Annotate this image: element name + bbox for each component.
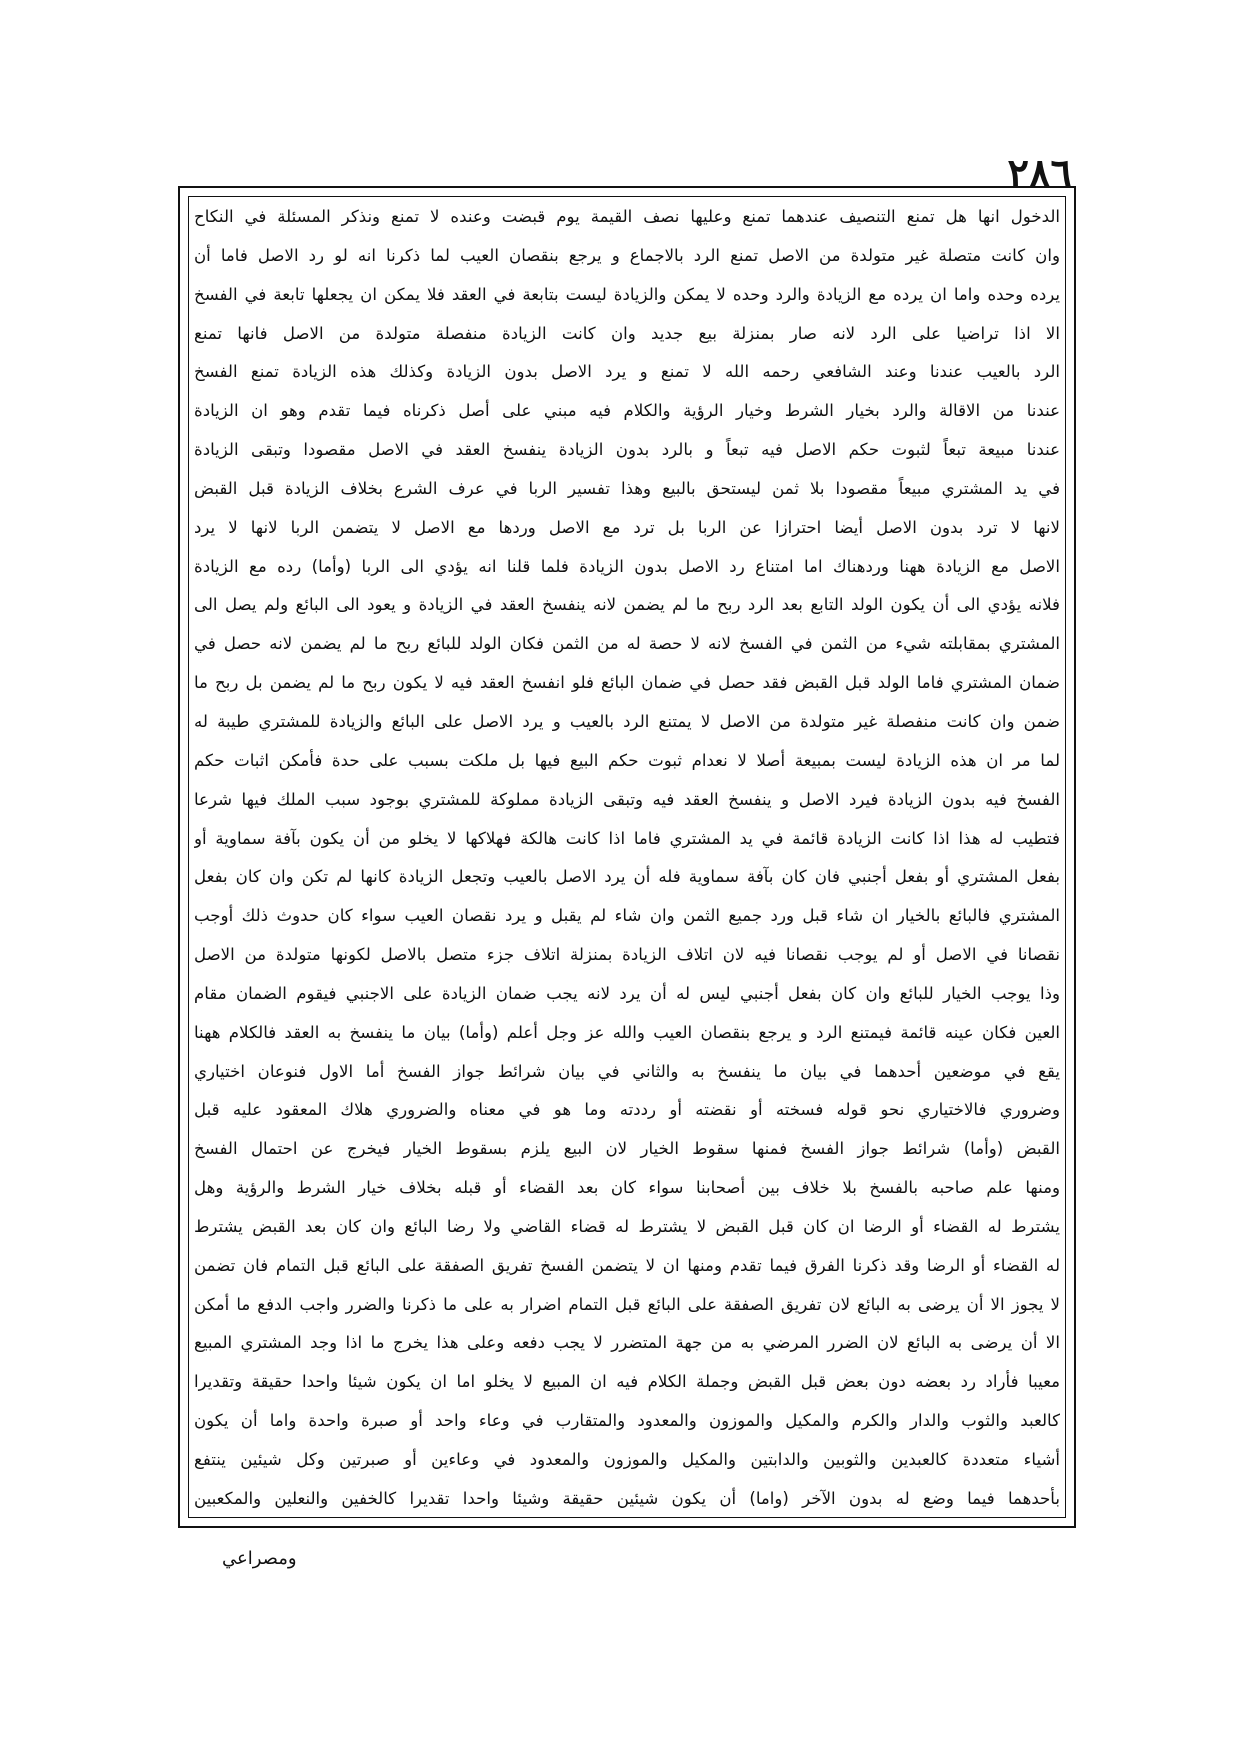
text-line: ضمن وان كانت منفصلة غير متولدة من الاصل لا يمتنع الرد بالعيب و يرد الاصل على البائع والزيادة للمشتري طيبة له <box>194 711 1060 731</box>
text-line: بأحدهما فيما وضع له بدون الآخر (واما) أن يكون شيئين حقيقة وشيئا واحدا تقديرا كالخفين والنعلين والمكعبين <box>194 1488 1060 1508</box>
text-line: وذا يوجب الخيار للبائع وان كان بفعل أجنبي ليس له أن يرد لانه يجب ضمان الزيادة على الاجنبي فيقوم الضمان مقام <box>194 983 1060 1003</box>
text-line: بفعل المشتري أو بفعل أجنبي فان كان بآفة سماوية فله أن يرد الاصل بالعيب وتجعل الزيادة كانها لم تكن وان كان بفعل <box>194 867 1060 887</box>
text-line: الرد بالعيب عندنا وعند الشافعي رحمه الله لا تمنع و يرد الاصل بدون الزيادة وكذلك هذه الزيادة تمنع الفسخ <box>194 362 1060 382</box>
text-line: لما مر ان هذه الزيادة ليست بمبيعة أصلا لا نعدام ثبوت حكم البيع فيها بل ملكت بسبب على حدة فأمكن اثبات حكم <box>194 750 1060 770</box>
text-line: ومنها علم صاحبه بالفسخ بلا خلاف بين أصحابنا سواء كان بعد القضاء أو قبله بخلاف خيار الشرط والرؤية وهل <box>194 1178 1060 1198</box>
text-line: المشتري فالبائع بالخيار ان شاء قبل ورد جميع الثمن وان شاء لم يقبل و يرد نقصان العيب سواء كان حدوث ذلك أوجب <box>194 906 1060 926</box>
text-line: كالعبد والثوب والدار والكرم والمكيل والموزون والمعدود والمتقارب في وعاء واحد أو صبرة واحدة واما أن يكون <box>194 1411 1060 1431</box>
text-line: الا أن يرضى به البائع لان الضرر المرضي به من جهة المتضرر لا يجب دفعه وعلى هذا يخرج ما اذا وجد المشتري المبيع <box>194 1333 1060 1353</box>
page-number: ٢٨٦ <box>1007 150 1072 197</box>
body-text <box>194 200 1060 1516</box>
text-line: لانها لا ترد بدون الاصل أيضا احترازا عن الربا بل ترد مع الاصل وردها مع الاصل لا يتضمن الربا لانها لا يرد <box>194 517 1060 537</box>
text-line: معيبا فأراد رد بعضه دون بعض قبل القبض وجملة الكلام فيه ان المبيع لا يخلو اما ان يكون شيئا واحدا حقيقة وتقديرا <box>194 1372 1060 1392</box>
text-line: الا اذا تراضيا على الرد لانه صار بمنزلة بيع جديد وان كانت الزيادة منفصلة متولدة من الاصل فانها تمنع <box>194 323 1060 343</box>
text-line: الدخول انها هل تمنع التنصيف عندهما تمنع وعليها نصف القيمة يوم قبضت وعنده لا تمنع ونذكر المسئلة في النكاح <box>194 207 1060 226</box>
text-line: الاصل مع الزيادة ههنا وردهناك اما امتناع رد الاصل بدون الزيادة فلما قلنا انه يؤدي الى الربا (وأما) رده مع الزيادة <box>194 556 1060 576</box>
text-line: المشتري بمقابلته شيء من الثمن في الفسخ لانه لا حصة له من الثمن فكان الولد للبائع ربح ما لم يضمن لانه حصل في <box>194 634 1060 654</box>
text-line: القبض (وأما) شرائط جواز الفسخ فمنها سقوط الخيار لان البيع يلزم بسقوط الخيار فيخرج عن احتمال الفسخ <box>194 1139 1060 1159</box>
text-line: الفسخ فيه بدون الزيادة فيرد الاصل و ينفسخ العقد فيه وتبقى الزيادة مملوكة للمشتري بوجود سبب الملك فيها شرعا <box>194 789 1060 809</box>
text-line: نقصانا في الاصل أو لم يوجب نقصانا فيه لان اتلاف الزيادة بمنزلة اتلاف جزء متصل بالاصل لكونها متولدة من الاصل <box>194 945 1060 965</box>
text-line: يرده وحده واما ان يرده مع الزيادة والرد وحده لا يمكن والزيادة ليست بتابعة في العقد فلا يمكن ان يجعلها تابعة في الفسخ <box>194 284 1060 304</box>
text-line: وان كانت متصلة غير متولدة من الاصل تمنع الرد بالاجماع و يرجع بنقصان العيب لما ذكرنا انه لو رد الاصل فاما أن <box>194 245 1060 265</box>
text-line: لا يجوز الا أن يرضى به البائع لان تفريق الصفقة على البائع قبل التمام اضرار به على ما ذكرنا والضرر واجب الدفع ما أمكن <box>194 1294 1060 1314</box>
text-line: عندنا مبيعة تبعاً لثبوت حكم الاصل فيه تبعاً و بالرد بدون الزيادة ينفسخ العقد في الاصل مقصودا وتبقى الزيادة <box>194 440 1060 460</box>
text-line: يقع في موضعين أحدهما في بيان ما ينفسخ به والثاني في بيان شرائط جواز الفسخ أما الاول فنوعان اختياري <box>194 1061 1060 1081</box>
text-line: فتطيب له هذا اذا كانت الزيادة قائمة في يد المشتري فاما اذا كانت هالكة فهلاكها لا يخلو من أن يكون بآفة سماوية أو <box>194 828 1060 848</box>
text-line: العين فكان عينه قائمة فيمتنع الرد و يرجع بنقصان العيب والله عز وجل أعلم (وأما) بيان ما ينفسخ به العقد فالكلام ههنا <box>194 1022 1060 1042</box>
text-line: يشترط له القضاء أو الرضا ان كان قبل القبض لا يشترط له قضاء القاضي ولا رضا البائع وان كان بعد القبض يشترط <box>194 1216 1060 1236</box>
text-line: أشياء متعددة كالعبدين والثوبين والدابتين والمكيل والموزون والمعدود في وعاءين أو صبرتين وكل شيئين ينتفع <box>194 1450 1060 1469</box>
catchword: ومصراعي <box>222 1548 297 1569</box>
text-line: في يد المشتري مبيعاً مقصودا بلا ثمن ليستحق بالبيع وهذا تفسير الربا في عرف الشرع بخلاف الزيادة قبل القبض <box>194 478 1060 498</box>
text-line: له القضاء أو الرضا وقد ذكرنا الفرق فيما تقدم ومنها ان لا يتضمن الفسخ تفريق الصفقة على البائع قبل التمام فان تضمن <box>194 1255 1060 1275</box>
text-line: وضروري فالاختياري نحو قوله فسخته أو نقضته أو رددته وما هو في معناه والضروري هلاك المعقود عليه قبل <box>194 1100 1060 1120</box>
text-line: ضمان المشتري فاما الولد قبل القبض فقد حصل في ضمان البائع فلو انفسخ العقد فيه لا يكون ربح ما لم يضمن بل ربح ما <box>194 673 1060 693</box>
text-line: فلانه يؤدي الى أن يكون الولد التابع بعد الرد ربح ما لم يضمن لانه ينفسخ العقد في الزيادة و يعود الى البائع ولم يصل الى <box>194 595 1060 615</box>
text-line: عندنا من الاقالة والرد بخيار الشرط وخيار الرؤية والكلام فيه مبني على أصل ذكرناه فيما تقدم وهو ان الزيادة <box>194 401 1060 421</box>
